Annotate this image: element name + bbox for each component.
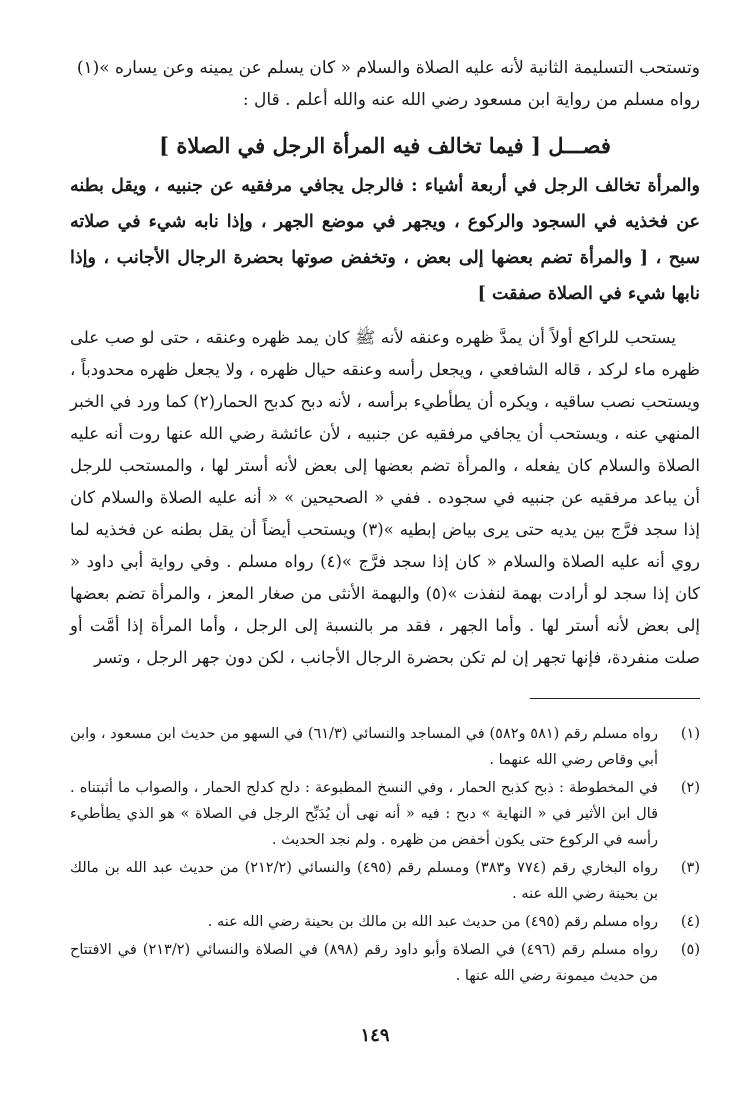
footnote-separator — [530, 698, 700, 699]
page-number: ١٤٩ — [360, 1025, 390, 1046]
footnote-1 — [70, 721, 700, 773]
footnote-3 — [70, 855, 700, 907]
intro-line-1: وتستحب التسليمة الثانية لأنه عليه الصلاة والسلام « كان يسلم عن يمينه وعن يساره »(١) — [76, 58, 700, 78]
matn-text — [70, 168, 700, 312]
footnote-text: رواه مسلم رقم (٥٨١ و٥٨٢) في المساجد والنسائي (٦١/٣) في السهو من حديث ابن مسعود ، وابن أبي وقاص رضي الله عنهما . — [70, 726, 658, 768]
footnote-text: رواه مسلم رقم (٤٩٦) في الصلاة وأبو داود رقم (٨٩٨) في الصلاة والنسائي (٢١٣/٢) في الافتتاح من حديث ميمونة رضي الله عنها . — [70, 942, 658, 984]
intro-line-2: رواه مسلم من رواية ابن مسعود رضي الله عنه والله أعلم . قال : — [242, 90, 700, 110]
section-title: فصـــل [ فيما تخالف فيه المرأة الرجل في الصلاة ] — [159, 133, 611, 158]
matn-part-2: [ والمرأة تضم بعضها إلى بعض ، وتخفض صوتها بحضرة الرجال الأجانب ، وإذا نابها شيء في الصلاة صفقت ] — [70, 248, 700, 304]
footnote-number: (١) — [680, 726, 700, 742]
footnote-4 — [70, 909, 700, 935]
footnote-number: (٢) — [680, 780, 700, 796]
footnote-2 — [70, 775, 700, 853]
footnotes — [70, 721, 700, 989]
footnote-5 — [70, 937, 700, 989]
footnote-number: (٣) — [680, 860, 700, 876]
intro-paragraph — [70, 52, 700, 116]
matn-part-1: والمرأة تخالف الرجل في أربعة أشياء : فالرجل يجافي مرفقيه عن جنبيه ، ويقل بطنه عن فخذيه في السجود والركوع ، ويجهر في موضع الجهر ، وإذا نابه شيء في صلاته سبح ، — [70, 176, 700, 268]
page-body — [70, 52, 700, 991]
footnote-text: رواه مسلم رقم (٤٩٥) من حديث عبد الله بن مالك بن بحينة رضي الله عنه . — [207, 914, 658, 930]
commentary-paragraph: يستحب للراكع أولاً أن يمدَّ ظهره وعنقه لأنه ﷺ كان يمد ظهره وعنقه ، حتى لو صب على ظهره ماء لركد ، قاله الشافعي ، ويجعل رأسه وعنقه حيال ظهره ، ولا يجعل ظهره محدودباً ، ويستحب نصب ساقيه ، ويكره أن يطأطيء برأسه ، لأنه دبح كدبح الحمار(٢) كما ورد في الخبر المنهي عنه ، ويستحب أن يجافي مرفقيه عن جنبيه ، لأن عائشة رضي الله عنها روت أنه عليه الصلاة والسلام كان يفعله ، والمرأة تضم بعضها إلى بعض لأنه أستر لها ، والمستحب للرجل أن يباعد مرفقيه عن جنبيه في سجوده . ففي « الصحيحين » « أنه عليه الصلاة والسلام كان إذا سجد فرَّج بين يديه حتى يرى بياض إبطيه »(٣) ويستحب أيضاً أن يقل بطنه عن فخذيه لما روي أنه عليه الصلاة والسلام « كان إذا سجد فرَّج »(٤) رواه مسلم . وفي رواية أبي داود « كان إذا سجد لو أرادت بهمة لنفذت »(٥) والبهمة الأنثى من صغار المعز ، والمرأة تضم بعضها إلى بعض لأنه أستر لها . وأما الجهر ، فقد مر بالنسبة إلى الرجل ، وأما المرأة إذا أمَّت أو صلت منفردة، فإنها تجهر إن لم تكن بحضرة الرجال الأجانب ، لكن دون جهر الرجل ، وتسر — [70, 328, 700, 667]
footnote-number: (٤) — [680, 914, 700, 930]
footnote-text: رواه البخاري رقم (٧٧٤ و٣٨٣) ومسلم رقم (٤٩٥) والنسائي (٢١٢/٢) من حديث عبد الله بن مالك بن بحينة رضي الله عنه . — [70, 860, 658, 902]
footnote-number: (٥) — [680, 942, 700, 958]
footnote-text: في المخطوطة : ذبح كذبح الحمار ، وفي النسخ المطبوعة : دلح كدلح الحمار ، والصواب ما أثبتناه . قال ابن الأثير في « النهاية » دبح : فيه « أنه نهى أن يُدَبِّح الرجل في الصلاة » هو الذي يطأطيء رأسه في الركوع حتى يكون أخفض من ظهره . ولم نجد الحديث . — [70, 780, 658, 848]
